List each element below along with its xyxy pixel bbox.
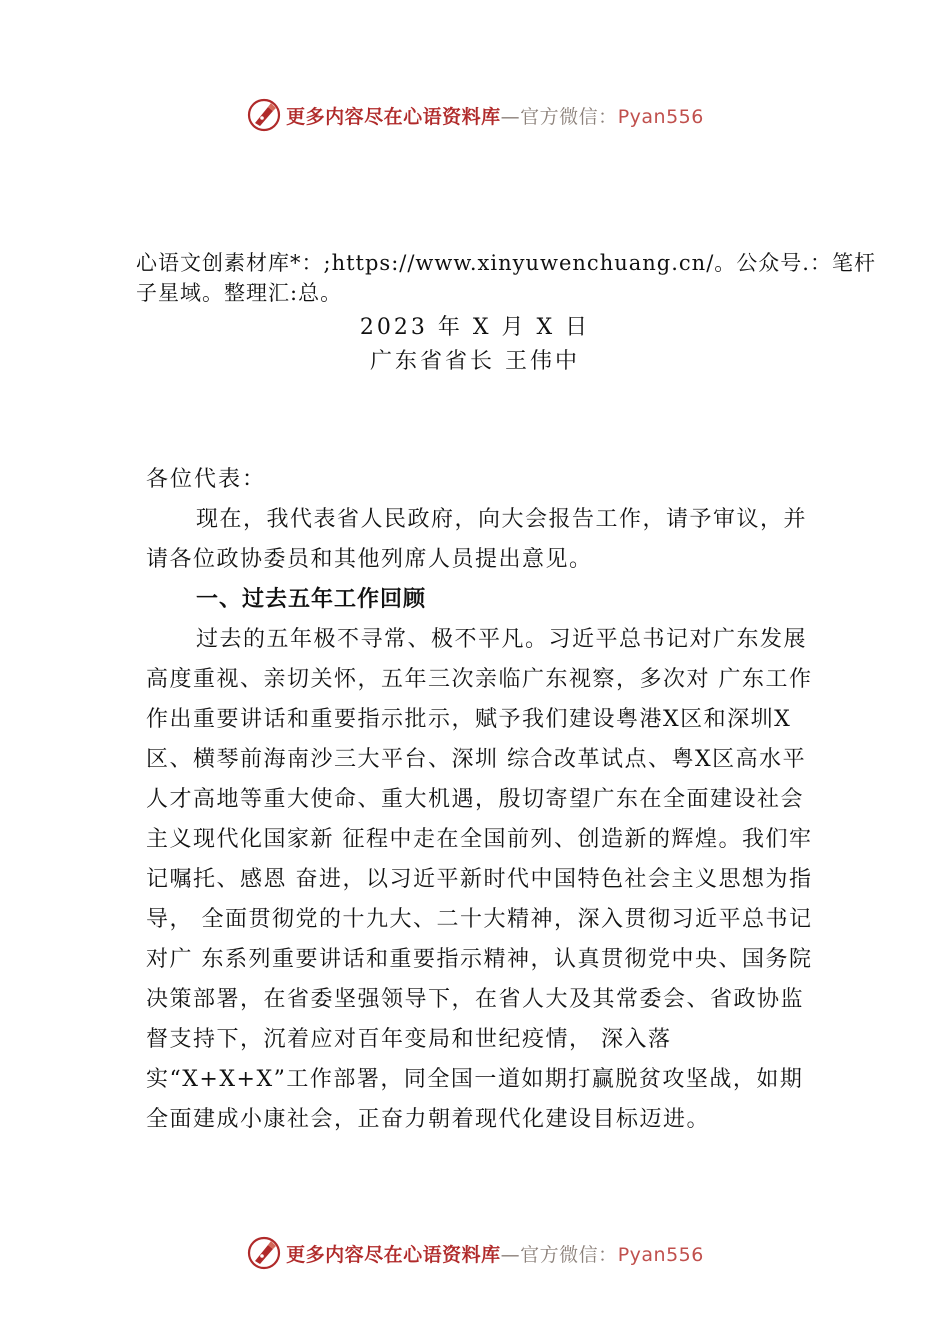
banner-wechat-label: 官方微信：: [520, 1243, 618, 1266]
pen-nib-logo-icon: [246, 1235, 282, 1271]
section-heading: 一、过去五年工作回顾: [196, 587, 427, 612]
banner-main-text: 更多内容尽在心语资料库: [286, 105, 501, 128]
source-note: 心语文创素材库*：;https://www.xinyuwenchuang.cn/。公众号.：笔杆子星域。整理汇:总。: [136, 251, 876, 305]
pen-nib-logo-icon: [246, 97, 282, 133]
header-banner: [0, 95, 950, 135]
banner-dash: —: [500, 105, 521, 128]
greeting: 各位代表：: [146, 467, 267, 492]
report-date: 2023 年 X 月 X 日: [359, 315, 591, 340]
review-paragraph: 过去的五年极不寻常、极不平凡。习近平总书记对广东发展高度重视、亲切关怀，五年三次亲临广东视察，多次对 广东工作作出重要讲话和重要指示批示，赋予我们建设粤港X区和深圳X区、横琴前海南沙三大平台、深圳 综合改革试点、粤X区高水平人才高地等重大使命、重大机遇，殷切寄望广东在全面建设社会主义现代化国家新 征程中走在全国前列、创造新的辉煌。我们牢记嘱托、感恩 奋进，以习近平新时代中国特色社会主义思想为指导， 全面贯彻党的十九大、二十大精神，深入贯彻习近平总书记对广 东系列重要讲话和重要指示精神，认真贯彻党中央、国务院 决策部署，在省委坚强领导下，在省人大及其常委会、省政协监督支持下，沉着应对百年变局和世纪疫情， 深入落实“X+X+X”工作部署，同全国一道如期打赢脱贫攻坚战，如期 全面建成小康社会，正奋力朝着现代化建设目标迈进。: [146, 627, 813, 1132]
footer-banner: [0, 1233, 950, 1273]
banner-main-text: 更多内容尽在心语资料库: [286, 1243, 501, 1266]
intro-paragraph: 现在，我代表省人民政府，向大会报告工作，请予审议，并请各位政协委员和其他列席人员提出意见。: [146, 507, 808, 572]
banner-wechat-id: Pyan556: [617, 1243, 704, 1266]
banner-wechat-label: 官方微信：: [520, 105, 618, 128]
report-author: 广东省省长 王伟中: [370, 349, 580, 374]
banner-wechat-id: Pyan556: [617, 105, 704, 128]
report-body: [146, 460, 826, 1140]
banner-dash: —: [500, 1243, 521, 1266]
